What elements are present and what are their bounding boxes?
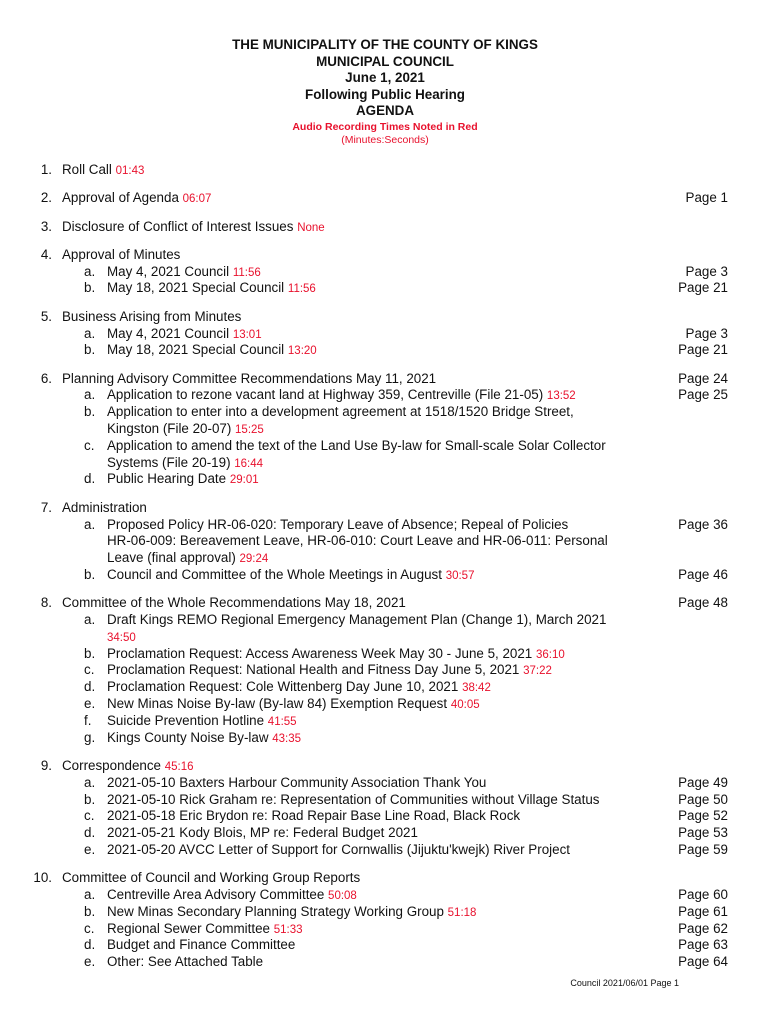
sub-item-text-wrap [107, 713, 297, 731]
agenda-item-line [0, 371, 770, 388]
page-reference: Page 3 [685, 263, 728, 279]
recording-time: 13:20 [287, 345, 317, 358]
page-reference: Page 21 [678, 280, 728, 296]
sub-item-line [0, 842, 770, 859]
sub-item-line [0, 954, 770, 971]
sub-item-line [0, 662, 770, 679]
item-title: Committee of the Whole Recommendations May 18, 2021 [62, 595, 406, 611]
page-reference: Page 25 [678, 387, 728, 403]
sub-item-text: Centreville Area Advisory Committee [107, 886, 325, 902]
meeting-context: Following Public Hearing [305, 86, 465, 102]
recording-time: 51:33 [273, 923, 303, 936]
sub-item-line [0, 629, 770, 646]
sub-item-text: Application to rezone vacant land at Highway 359, Centreville (File 21-05) [107, 387, 544, 403]
sub-item-line [0, 455, 770, 472]
sub-item-text: 2021-05-21 Kody Blois, MP re: Federal Budget 2021 [107, 825, 418, 841]
item-title: Administration [62, 499, 147, 515]
sub-item-line [0, 387, 770, 404]
sub-item-letter: a. [84, 325, 96, 341]
sub-item-text: Other: See Attached Table [107, 954, 264, 970]
agenda-item-line [0, 162, 770, 179]
sub-item-line [0, 937, 770, 954]
page-reference: Page 59 [678, 841, 728, 857]
agenda-item-line [0, 309, 770, 326]
item-title: Correspondence [62, 757, 162, 773]
item-title: Approval of Minutes [62, 246, 181, 262]
sub-item-letter: e. [84, 954, 96, 970]
sub-item-line [0, 280, 770, 297]
sub-item-text-wrap [107, 887, 357, 905]
sub-item-text: 2021-05-20 AVCC Letter of Support for Cornwallis (Jijuktu'kwejk) River Project [107, 841, 570, 857]
sub-item-line [0, 887, 770, 904]
sub-item-letter: b. [84, 645, 96, 661]
sub-item-line [0, 567, 770, 584]
page-footer: Council 2021/06/01 Page 1 [570, 978, 679, 988]
sub-item-text-wrap [107, 264, 261, 282]
sub-item-line [0, 904, 770, 921]
recording-time: 06:07 [182, 193, 212, 206]
sub-item-text-wrap [107, 921, 303, 939]
sub-item-text: Systems (File 20-19) [107, 454, 231, 470]
sub-item-text-wrap [107, 662, 552, 680]
audio-note: Audio Recording Times Noted in Red [292, 120, 478, 133]
sub-item-letter: b. [84, 791, 96, 807]
sub-item-text-wrap [107, 517, 568, 534]
agenda-item [0, 870, 770, 971]
sub-item-text: Proclamation Request: Cole Wittenberg Day June 10, 2021 [107, 679, 459, 695]
sub-item-letter: a. [84, 774, 96, 790]
agenda-header [0, 37, 770, 147]
sub-item-letter: c. [84, 920, 95, 936]
sub-item-text-wrap [107, 455, 263, 473]
recording-time: 41:55 [267, 715, 297, 728]
sub-item-text: Proclamation Request: National Health and Fitness Day June 5, 2021 [107, 662, 520, 678]
page-reference: Page 63 [678, 937, 728, 953]
page-reference: Page 49 [678, 774, 728, 790]
sub-item-letter: d. [84, 937, 96, 953]
item-number: 4. [40, 246, 52, 262]
agenda-item [0, 371, 770, 489]
agenda-item-line [0, 595, 770, 612]
recording-time: 16:44 [234, 457, 264, 470]
sub-item-text: Application to enter into a development agreement at 1518/1520 Bridge Street, [107, 404, 574, 420]
sub-item-text: Proposed Policy HR-06-020: Temporary Leave of Absence; Repeal of Policies [107, 516, 569, 532]
sub-item-text: Application to amend the text of the Land Use By-law for Small-scale Solar Collector [107, 437, 606, 453]
page-reference: Page 21 [678, 342, 728, 358]
sub-item-text-wrap [107, 280, 316, 298]
sub-item-letter: b. [84, 566, 96, 582]
sub-item-text-wrap [107, 438, 606, 455]
sub-item-text-wrap [107, 730, 301, 748]
item-number: 7. [40, 499, 52, 515]
sub-item-text: 2021-05-10 Rick Graham re: Representation of Communities without Village Status [107, 791, 600, 807]
sub-item-text: May 4, 2021 Council [107, 263, 230, 279]
sub-item-line [0, 550, 770, 567]
sub-item-text-wrap [107, 646, 565, 664]
sub-item-text-wrap [107, 342, 317, 360]
sub-item-line [0, 612, 770, 629]
sub-item-text: Draft Kings REMO Regional Emergency Management Plan (Change 1), March 2021 [107, 612, 607, 628]
page-reference: Page 60 [678, 886, 728, 902]
sub-item-text-wrap [107, 696, 480, 714]
item-title: Business Arising from Minutes [62, 308, 242, 324]
sub-item-text-wrap [107, 550, 268, 568]
sub-item-text: Budget and Finance Committee [107, 937, 296, 953]
item-number: 3. [40, 218, 52, 234]
sub-item-text: Kingston (File 20-07) [107, 421, 232, 437]
council-title: MUNICIPAL COUNCIL [316, 53, 454, 69]
sub-item-text: May 18, 2021 Special Council [107, 342, 285, 358]
sub-item-text-wrap [107, 679, 491, 697]
sub-item-text: Public Hearing Date [107, 471, 227, 487]
page-reference: Page 62 [678, 920, 728, 936]
page-reference: Page 1 [685, 190, 728, 206]
recording-time: 29:01 [229, 474, 259, 487]
sub-item-letter: e. [84, 696, 96, 712]
item-title-wrap [62, 162, 144, 180]
sub-item-text-wrap [107, 792, 599, 809]
page-reference: Page 24 [678, 370, 728, 386]
sub-item-text-wrap [107, 629, 136, 647]
sub-item-letter: a. [84, 612, 96, 628]
recording-time: 38:42 [462, 682, 491, 695]
page-reference: Page 50 [678, 791, 728, 807]
sub-item-letter: b. [84, 404, 96, 420]
item-title-wrap [62, 595, 406, 612]
item-title: Committee of Council and Working Group Reports [62, 870, 361, 886]
recording-time: 50:08 [328, 889, 357, 902]
sub-item-text: 2021-05-18 Eric Brydon re: Road Repair Base Line Road, Black Rock [107, 808, 521, 824]
agenda-item-line [0, 190, 770, 207]
sub-item-line [0, 921, 770, 938]
sub-item-line [0, 326, 770, 343]
agenda-item [0, 247, 770, 297]
sub-item-text: Proclamation Request: Access Awareness Week May 30 - June 5, 2021 [107, 645, 533, 661]
sub-item-text-wrap [107, 471, 259, 489]
recording-time: 30:57 [445, 569, 475, 582]
sub-item-letter: d. [84, 471, 96, 487]
audio-units: (Minutes:Seconds) [341, 133, 429, 146]
sub-item-text-wrap [107, 567, 474, 585]
agenda-item [0, 219, 770, 236]
recording-time: 37:22 [523, 665, 552, 678]
sub-item-text-wrap [107, 612, 606, 629]
recording-time: 43:35 [272, 732, 302, 745]
recording-time: 36:10 [536, 648, 565, 661]
agenda-item [0, 162, 770, 179]
recording-time: 29:24 [239, 553, 269, 566]
recording-time: 40:05 [450, 699, 480, 712]
sub-item-text: May 18, 2021 Special Council [107, 280, 285, 296]
item-title-wrap [62, 870, 360, 887]
sub-item-line [0, 421, 770, 438]
sub-item-text-wrap [107, 326, 262, 344]
sub-item-text: New Minas Noise By-law (By-law 84) Exemption Request [107, 696, 448, 712]
sub-item-line [0, 713, 770, 730]
agenda-item [0, 500, 770, 584]
sub-item-line [0, 792, 770, 809]
sub-item-letter: b. [84, 280, 96, 296]
sub-item-line [0, 730, 770, 747]
item-title: Approval of Agenda [62, 190, 179, 206]
item-title-wrap [62, 247, 180, 264]
agenda-item-line [0, 500, 770, 517]
item-number: 2. [40, 190, 52, 206]
recording-time: 15:25 [235, 424, 264, 437]
sub-item-line [0, 808, 770, 825]
sub-item-letter: b. [84, 342, 96, 358]
agenda-item [0, 758, 770, 859]
agenda-title: AGENDA [355, 103, 415, 118]
item-number: 10. [33, 870, 52, 886]
item-number: 8. [40, 595, 52, 611]
agenda-item [0, 309, 770, 359]
page-reference: Page 64 [678, 954, 728, 970]
sub-item-letter: a. [84, 516, 96, 532]
item-number: 5. [40, 308, 52, 324]
sub-item-line [0, 438, 770, 455]
recording-time: 13:52 [546, 390, 576, 403]
sub-item-line [0, 825, 770, 842]
page-reference: Page 36 [678, 516, 728, 532]
sub-item-line [0, 517, 770, 534]
sub-item-letter: a. [84, 263, 96, 279]
item-title-wrap [62, 758, 194, 776]
sub-item-line [0, 679, 770, 696]
sub-item-text: New Minas Secondary Planning Strategy Working Group [107, 903, 444, 919]
item-title-wrap [62, 371, 436, 388]
agenda-list [0, 162, 770, 982]
sub-item-text: May 4, 2021 Council [107, 325, 230, 341]
page-reference: Page 61 [678, 903, 728, 919]
recording-time: 13:01 [232, 328, 262, 341]
sub-item-text-wrap [107, 937, 295, 954]
item-title: Roll Call [62, 162, 112, 177]
sub-item-letter: g. [84, 729, 96, 745]
item-title-wrap [62, 500, 147, 517]
sub-item-text: Kings County Noise By-law [107, 729, 269, 745]
sub-item-text-wrap [107, 904, 476, 922]
agenda-item [0, 190, 770, 207]
sub-item-text: Regional Sewer Committee [107, 920, 270, 936]
item-title: Disclosure of Conflict of Interest Issues [62, 218, 294, 234]
sub-item-text-wrap [107, 954, 263, 971]
item-number: 9. [40, 757, 52, 773]
sub-item-line [0, 696, 770, 713]
sub-item-letter: c. [84, 662, 95, 678]
sub-item-line [0, 775, 770, 792]
sub-item-letter: a. [84, 387, 96, 403]
sub-item-text-wrap [107, 387, 576, 405]
sub-item-text: Council and Committee of the Whole Meetings in August [107, 566, 442, 582]
sub-item-text-wrap [107, 775, 486, 792]
municipality-title: THE MUNICIPALITY OF THE COUNTY OF KINGS [232, 37, 538, 52]
page-reference: Page 48 [678, 595, 728, 611]
agenda-item-line [0, 247, 770, 264]
page-reference: Page 53 [678, 825, 728, 841]
agenda-item-line [0, 870, 770, 887]
sub-item-line [0, 533, 770, 550]
sub-item-text-wrap [107, 825, 418, 842]
sub-item-text-wrap [107, 533, 608, 550]
recording-time: 11:56 [232, 266, 261, 279]
sub-item-letter: c. [84, 437, 95, 453]
sub-item-letter: e. [84, 841, 96, 857]
item-title: Planning Advisory Committee Recommendations May 11, 2021 [62, 370, 437, 386]
sub-item-text-wrap [107, 421, 264, 439]
sub-item-text: Suicide Prevention Hotline [107, 712, 265, 728]
item-title-wrap [62, 309, 241, 326]
sub-item-line [0, 342, 770, 359]
page-reference: Page 46 [678, 566, 728, 582]
agenda-item [0, 595, 770, 746]
sub-item-text: Leave (final approval) [107, 550, 236, 566]
sub-item-letter: f. [84, 712, 92, 728]
recording-time: 51:18 [447, 906, 477, 919]
sub-item-line [0, 471, 770, 488]
meeting-date: June 1, 2021 [345, 70, 425, 85]
item-number: 1. [40, 162, 52, 177]
sub-item-letter: b. [84, 903, 96, 919]
sub-item-text: HR-06-009: Bereavement Leave, HR-06-010: Court Leave and HR-06-011: Personal [107, 533, 608, 549]
sub-item-letter: a. [84, 886, 96, 902]
agenda-item-line [0, 219, 770, 236]
sub-item-text-wrap [107, 842, 570, 859]
sub-item-text-wrap [107, 404, 574, 421]
sub-item-letter: c. [84, 808, 95, 824]
page-reference: Page 52 [678, 808, 728, 824]
sub-item-letter: d. [84, 825, 96, 841]
sub-item-text-wrap [107, 808, 520, 825]
recording-time: None [297, 221, 325, 234]
page-reference: Page 3 [685, 325, 728, 341]
recording-time: 01:43 [115, 165, 145, 177]
item-title-wrap [62, 219, 325, 237]
recording-time: 11:56 [287, 283, 316, 296]
sub-item-line [0, 404, 770, 421]
sub-item-text: 2021-05-10 Baxters Harbour Community Association Thank You [107, 774, 487, 790]
sub-item-letter: d. [84, 679, 96, 695]
sub-item-line [0, 646, 770, 663]
recording-time: 34:50 [107, 631, 136, 644]
item-number: 6. [40, 370, 52, 386]
recording-time: 45:16 [164, 760, 194, 773]
sub-item-line [0, 264, 770, 281]
item-title-wrap [62, 190, 211, 208]
agenda-item-line [0, 758, 770, 775]
